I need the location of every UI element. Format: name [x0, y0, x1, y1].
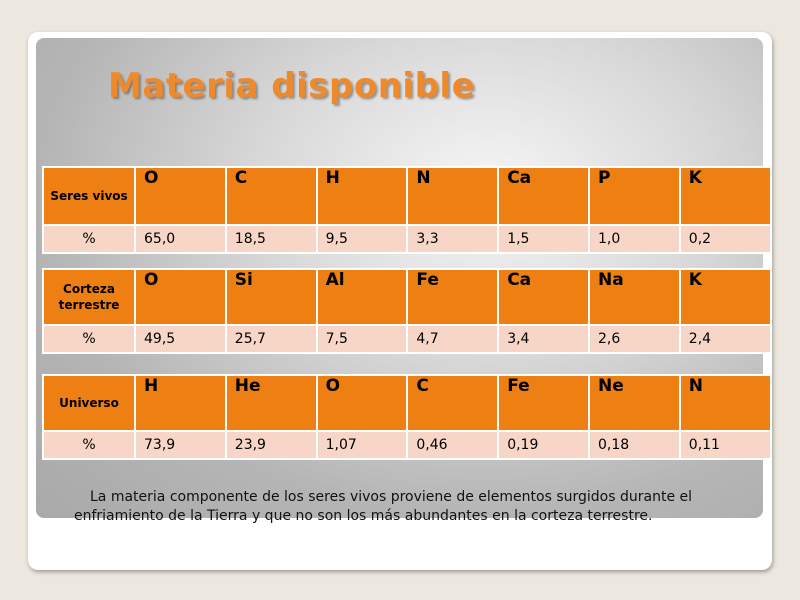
- percent-value: 18,5: [226, 225, 317, 253]
- element-symbol: Na: [589, 269, 680, 325]
- table-corteza-terrestre: [42, 268, 772, 354]
- table-seres-vivos: [42, 166, 772, 254]
- element-symbol: Ca: [498, 167, 589, 225]
- element-symbol: Si: [226, 269, 317, 325]
- table-universo: [42, 374, 772, 460]
- element-symbol: O: [135, 269, 226, 325]
- percent-value: 49,5: [135, 325, 226, 353]
- element-symbol: Fe: [498, 375, 589, 431]
- percent-value: 3,3: [407, 225, 498, 253]
- percent-value: 2,6: [589, 325, 680, 353]
- row-label: %: [43, 325, 135, 353]
- element-symbol: O: [317, 375, 408, 431]
- percent-value: 23,9: [226, 431, 317, 459]
- element-symbol: Ca: [498, 269, 589, 325]
- element-header-row: [43, 167, 771, 225]
- percent-value: 7,5: [317, 325, 408, 353]
- element-symbol: He: [226, 375, 317, 431]
- percent-value: 1,07: [317, 431, 408, 459]
- element-symbol: P: [589, 167, 680, 225]
- percent-value: 9,5: [317, 225, 408, 253]
- row-label: %: [43, 431, 135, 459]
- percent-value: 1,0: [589, 225, 680, 253]
- element-symbol: O: [135, 167, 226, 225]
- element-symbol: H: [135, 375, 226, 431]
- element-header-row: [43, 375, 771, 431]
- element-symbol: H: [317, 167, 408, 225]
- element-symbol: N: [680, 375, 771, 431]
- element-symbol: C: [407, 375, 498, 431]
- percent-row: [43, 325, 771, 353]
- element-symbol: C: [226, 167, 317, 225]
- element-symbol: N: [407, 167, 498, 225]
- percent-value: 0,19: [498, 431, 589, 459]
- element-symbol: Fe: [407, 269, 498, 325]
- percent-value: 25,7: [226, 325, 317, 353]
- element-symbol: K: [680, 167, 771, 225]
- element-symbol: Al: [317, 269, 408, 325]
- percent-row: [43, 225, 771, 253]
- percent-value: 73,9: [135, 431, 226, 459]
- percent-value: 0,46: [407, 431, 498, 459]
- percent-value: 3,4: [498, 325, 589, 353]
- percent-value: 4,7: [407, 325, 498, 353]
- slide-title: Materia disponible: [108, 66, 476, 106]
- percent-value: 0,2: [680, 225, 771, 253]
- element-symbol: Ne: [589, 375, 680, 431]
- slide-caption: La materia componente de los seres vivos proviene de elementos surgidos durante el enfriamiento de la Tierra y que no son los más abundantes en la corteza terrestre.: [74, 489, 693, 524]
- element-symbol: K: [680, 269, 771, 325]
- category-label: Seres vivos: [43, 167, 135, 225]
- percent-value: 1,5: [498, 225, 589, 253]
- category-label: Universo: [43, 375, 135, 431]
- category-label: Corteza terrestre: [43, 269, 135, 325]
- percent-row: [43, 431, 771, 459]
- row-label: %: [43, 225, 135, 253]
- percent-value: 0,18: [589, 431, 680, 459]
- percent-value: 2,4: [680, 325, 771, 353]
- element-header-row: [43, 269, 771, 325]
- percent-value: 65,0: [135, 225, 226, 253]
- percent-value: 0,11: [680, 431, 771, 459]
